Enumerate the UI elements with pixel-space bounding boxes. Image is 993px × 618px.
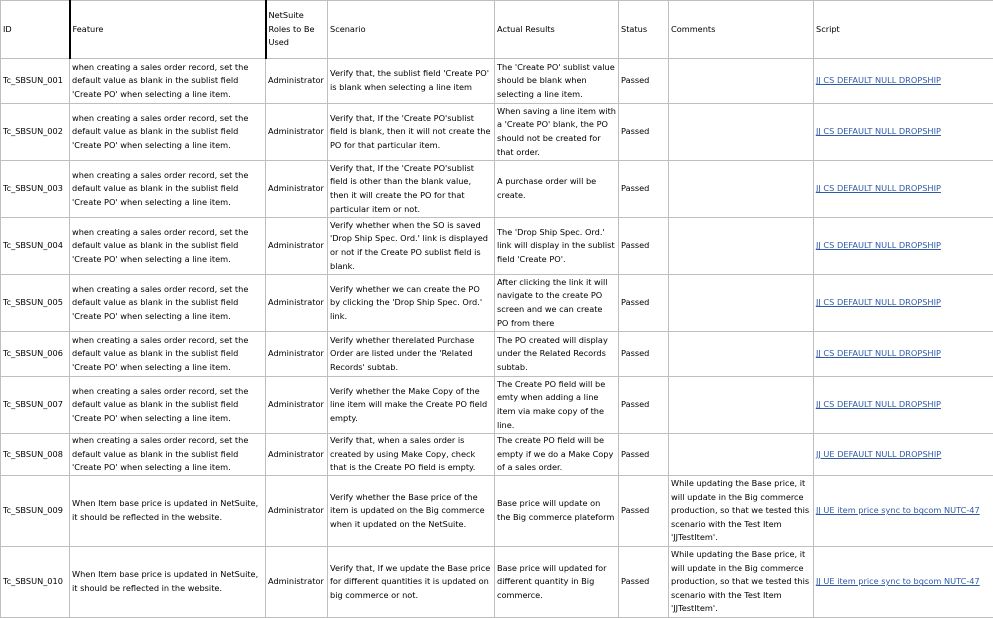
cell-actual-results[interactable]: The Create PO field will be emty when adding a line item via make copy of the line.: [495, 377, 619, 434]
cell-status[interactable]: Passed: [619, 218, 669, 275]
table-row: [1, 547, 993, 618]
cell-actual-results[interactable]: The 'Create PO' sublist value should be blank when selecting a line item.: [495, 59, 619, 104]
cell-id[interactable]: Tc_SBSUN_010: [1, 547, 70, 618]
cell-script[interactable]: [814, 434, 993, 476]
header-actual-results[interactable]: Actual Results: [495, 1, 619, 59]
header-comments[interactable]: Comments: [669, 1, 814, 59]
header-feature[interactable]: Feature: [70, 1, 266, 59]
script-link[interactable]: JJ CS DEFAULT NULL DROPSHIP: [816, 183, 941, 193]
cell-roles[interactable]: Administrator: [266, 547, 328, 618]
cell-actual-results[interactable]: The 'Drop Ship Spec. Ord.' link will display in the sublist field 'Create PO'.: [495, 218, 619, 275]
cell-scenario[interactable]: Verify whether we can create the PO by clicking the 'Drop Ship Spec. Ord.' link.: [328, 275, 495, 332]
cell-feature[interactable]: when creating a sales order record, set the default value as blank in the sublist field 'Create PO' when selecting a line item.: [70, 434, 266, 476]
cell-id[interactable]: Tc_SBSUN_008: [1, 434, 70, 476]
cell-id[interactable]: Tc_SBSUN_002: [1, 104, 70, 161]
cell-actual-results[interactable]: Base price will update on the Big commerce plateform: [495, 476, 619, 547]
cell-actual-results[interactable]: Base price will updated for different quantity in Big commerce.: [495, 547, 619, 618]
cell-status[interactable]: Passed: [619, 161, 669, 218]
cell-script[interactable]: [814, 332, 993, 377]
cell-comments[interactable]: [669, 161, 814, 218]
cell-id[interactable]: Tc_SBSUN_003: [1, 161, 70, 218]
header-id[interactable]: ID: [1, 1, 70, 59]
script-link[interactable]: JJ UE DEFAULT NULL DROPSHIP: [816, 449, 941, 459]
cell-roles[interactable]: Administrator: [266, 275, 328, 332]
cell-script[interactable]: [814, 275, 993, 332]
cell-roles[interactable]: Administrator: [266, 161, 328, 218]
cell-status[interactable]: Passed: [619, 104, 669, 161]
cell-id[interactable]: Tc_SBSUN_005: [1, 275, 70, 332]
cell-roles[interactable]: Administrator: [266, 59, 328, 104]
cell-status[interactable]: Passed: [619, 377, 669, 434]
cell-feature[interactable]: when creating a sales order record, set the default value as blank in the sublist field 'Create PO' when selecting a line item.: [70, 59, 266, 104]
table-row: [1, 275, 993, 332]
cell-actual-results[interactable]: The create PO field will be empty if we do a Make Copy of a sales order.: [495, 434, 619, 476]
cell-id[interactable]: Tc_SBSUN_009: [1, 476, 70, 547]
script-link[interactable]: JJ UE item price sync to bgcom NUTC-47: [816, 576, 980, 586]
cell-scenario[interactable]: Verify that, If the 'Create PO'sublist field is blank, then it will not create the PO for that particular item.: [328, 104, 495, 161]
cell-comments[interactable]: [669, 377, 814, 434]
header-scenario[interactable]: Scenario: [328, 1, 495, 59]
cell-status[interactable]: Passed: [619, 332, 669, 377]
cell-actual-results[interactable]: After clicking the link it will navigate to the create PO screen and we can create PO from there: [495, 275, 619, 332]
script-link[interactable]: JJ CS DEFAULT NULL DROPSHIP: [816, 348, 941, 358]
cell-scenario[interactable]: Verify whether when the SO is saved 'Drop Ship Spec. Ord.' link is displayed or not if the Create PO sublist field is blank.: [328, 218, 495, 275]
table-row: [1, 59, 993, 104]
table-row: [1, 332, 993, 377]
cell-comments[interactable]: [669, 104, 814, 161]
cell-roles[interactable]: Administrator: [266, 104, 328, 161]
cell-comments[interactable]: [669, 434, 814, 476]
cell-id[interactable]: Tc_SBSUN_004: [1, 218, 70, 275]
table-row: [1, 434, 993, 476]
cell-feature[interactable]: when creating a sales order record, set the default value as blank in the sublist field 'Create PO' when selecting a line item.: [70, 332, 266, 377]
cell-actual-results[interactable]: When saving a line item with a 'Create PO' blank, the PO should not be created for that order.: [495, 104, 619, 161]
cell-scenario[interactable]: Verify whether the Base price of the item is updated on the Big commerce when it updated on the NetSuite.: [328, 476, 495, 547]
cell-actual-results[interactable]: The PO created will display under the Related Records subtab.: [495, 332, 619, 377]
cell-feature[interactable]: when creating a sales order record, set the default value as blank in the sublist field 'Create PO' when selecting a line item.: [70, 104, 266, 161]
header-status[interactable]: Status: [619, 1, 669, 59]
cell-scenario[interactable]: Verify that, when a sales order is created by using Make Copy, check that is the Create PO field is empty.: [328, 434, 495, 476]
cell-roles[interactable]: Administrator: [266, 476, 328, 547]
cell-script[interactable]: [814, 59, 993, 104]
cell-scenario[interactable]: Verify that, the sublist field 'Create PO' is blank when selecting a line item: [328, 59, 495, 104]
cell-script[interactable]: [814, 218, 993, 275]
script-link[interactable]: JJ CS DEFAULT NULL DROPSHIP: [816, 240, 941, 250]
cell-script[interactable]: [814, 476, 993, 547]
cell-roles[interactable]: Administrator: [266, 377, 328, 434]
cell-roles[interactable]: Administrator: [266, 332, 328, 377]
header-roles[interactable]: NetSuite Roles to Be Used: [266, 1, 328, 59]
table-row: [1, 161, 993, 218]
cell-status[interactable]: Passed: [619, 59, 669, 104]
cell-roles[interactable]: Administrator: [266, 218, 328, 275]
header-row: [1, 1, 993, 59]
cell-id[interactable]: Tc_SBSUN_007: [1, 377, 70, 434]
table-row: [1, 104, 993, 161]
cell-scenario[interactable]: Verify whether the Make Copy of the line item will make the Create PO field empty.: [328, 377, 495, 434]
cell-comments[interactable]: [669, 332, 814, 377]
cell-feature[interactable]: When Item base price is updated in NetSuite, it should be reflected in the website.: [70, 476, 266, 547]
cell-comments[interactable]: While updating the Base price, it will update in the Big commerce production, so that we tested this scenario with the Test Item 'JJTestItem'.: [669, 547, 814, 618]
cell-scenario[interactable]: Verify whether therelated Purchase Order are listed under the 'Related Records' subtab.: [328, 332, 495, 377]
cell-script[interactable]: [814, 161, 993, 218]
script-link[interactable]: JJ UE item price sync to bgcom NUTC-47: [816, 505, 980, 515]
cell-comments[interactable]: [669, 218, 814, 275]
cell-script[interactable]: [814, 104, 993, 161]
cell-roles[interactable]: Administrator: [266, 434, 328, 476]
cell-scenario[interactable]: Verify that, If the 'Create PO'sublist field is other than the blank value, then it will create the PO for that particular item or not.: [328, 161, 495, 218]
cell-status[interactable]: Passed: [619, 275, 669, 332]
script-link[interactable]: JJ CS DEFAULT NULL DROPSHIP: [816, 126, 941, 136]
cell-id[interactable]: Tc_SBSUN_001: [1, 59, 70, 104]
cell-status[interactable]: Passed: [619, 434, 669, 476]
script-link[interactable]: JJ CS DEFAULT NULL DROPSHIP: [816, 399, 941, 409]
cell-scenario[interactable]: Verify that, If we update the Base price for different quantities it is updated on big commerce or not.: [328, 547, 495, 618]
cell-feature[interactable]: When Item base price is updated in NetSuite, it should be reflected in the website.: [70, 547, 266, 618]
cell-comments[interactable]: [669, 59, 814, 104]
cell-status[interactable]: Passed: [619, 476, 669, 547]
table-row: [1, 377, 993, 434]
cell-feature[interactable]: when creating a sales order record, set the default value as blank in the sublist field 'Create PO' when selecting a line item.: [70, 161, 266, 218]
cell-comments[interactable]: While updating the Base price, it will update in the Big commerce production, so that we tested this scenario with the Test Item 'JJTestItem'.: [669, 476, 814, 547]
cell-script[interactable]: [814, 547, 993, 618]
script-link[interactable]: JJ CS DEFAULT NULL DROPSHIP: [816, 297, 941, 307]
cell-script[interactable]: [814, 377, 993, 434]
cell-status[interactable]: Passed: [619, 547, 669, 618]
cell-feature[interactable]: when creating a sales order record, set the default value as blank in the sublist field 'Create PO' when selecting a line item.: [70, 218, 266, 275]
header-script[interactable]: Script: [814, 1, 993, 59]
script-link[interactable]: JJ CS DEFAULT NULL DROPSHIP: [816, 75, 941, 85]
cell-feature[interactable]: when creating a sales order record, set the default value as blank in the sublist field 'Create PO' when selecting a line item.: [70, 377, 266, 434]
table-row: [1, 476, 993, 547]
table-row: [1, 218, 993, 275]
cell-id[interactable]: Tc_SBSUN_006: [1, 332, 70, 377]
cell-comments[interactable]: [669, 275, 814, 332]
cell-actual-results[interactable]: A purchase order will be create.: [495, 161, 619, 218]
cell-feature[interactable]: when creating a sales order record, set the default value as blank in the sublist field 'Create PO' when selecting a line item.: [70, 275, 266, 332]
